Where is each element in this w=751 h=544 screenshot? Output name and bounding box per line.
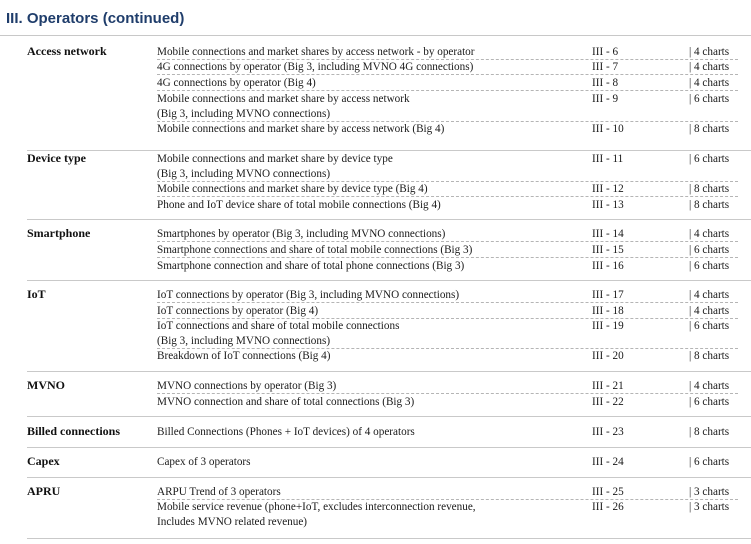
page-reference[interactable]: III - 20 — [592, 350, 624, 362]
page-reference[interactable]: III - 19 — [592, 320, 624, 332]
chart-count: | 8 charts — [689, 199, 730, 211]
chart-count: | 6 charts — [689, 320, 730, 332]
category-label: IoT — [27, 287, 46, 301]
chart-count: | 4 charts — [689, 380, 730, 392]
description-line: (Big 3, including MVNO connections) — [157, 168, 331, 180]
page-reference[interactable]: III - 25 — [592, 486, 624, 498]
chart-count: | 6 charts — [689, 456, 730, 468]
description-line: 4G connections by operator (Big 4) — [157, 77, 316, 89]
description-line: Phone and IoT device share of total mobile connections (Big 4) — [157, 199, 441, 211]
chart-count: | 4 charts — [689, 61, 730, 73]
chart-count: | 8 charts — [689, 123, 730, 135]
entry-description[interactable] — [157, 304, 597, 319]
chart-count: | 4 charts — [689, 77, 730, 89]
chart-count: | 4 charts — [689, 228, 730, 240]
page-reference[interactable]: III - 24 — [592, 456, 624, 468]
entry-description[interactable] — [157, 425, 597, 440]
chart-count: | 6 charts — [689, 396, 730, 408]
description-line: Mobile service revenue (phone+IoT, excludes interconnection revenue, — [157, 501, 476, 513]
page-reference[interactable]: III - 23 — [592, 426, 624, 438]
description-line: Mobile connections and market share by device type (Big 4) — [157, 183, 428, 195]
description-line: Capex of 3 operators — [157, 456, 251, 468]
entry-description[interactable] — [157, 182, 597, 197]
row-divider — [157, 196, 738, 197]
section-divider — [27, 150, 751, 151]
page-reference[interactable]: III - 6 — [592, 46, 619, 58]
section-divider — [27, 371, 751, 372]
description-line: Mobile connections and market share by device type — [157, 153, 393, 165]
page-reference[interactable]: III - 22 — [592, 396, 624, 408]
category-label: Billed connections — [27, 424, 121, 438]
section-divider — [27, 416, 751, 417]
description-line: Includes MVNO related revenue) — [157, 516, 308, 528]
page-reference[interactable]: III - 8 — [592, 77, 619, 89]
page-reference[interactable]: III - 17 — [592, 289, 624, 301]
description-line: MVNO connection and share of total connections (Big 3) — [157, 396, 415, 408]
page-reference[interactable]: III - 15 — [592, 244, 624, 256]
description-line: Smartphone connections and share of total mobile connections (Big 3) — [157, 244, 473, 256]
description-line: Billed Connections (Phones + IoT devices) of 4 operators — [157, 426, 415, 438]
row-divider — [157, 302, 738, 303]
section-divider — [27, 280, 751, 281]
description-line: IoT connections by operator (Big 4) — [157, 305, 319, 317]
entry-description[interactable] — [157, 76, 597, 91]
entry-description[interactable] — [157, 500, 597, 530]
page-reference[interactable]: III - 12 — [592, 183, 624, 195]
category-label: Access network — [27, 44, 107, 58]
description-line: IoT connections and share of total mobile connections — [157, 320, 400, 332]
row-divider — [157, 393, 738, 394]
chart-count: | 8 charts — [689, 183, 730, 195]
page-reference[interactable]: III - 13 — [592, 199, 624, 211]
description-line: (Big 3, including MVNO connections) — [157, 335, 331, 347]
entry-description[interactable] — [157, 455, 597, 470]
entry-description[interactable] — [157, 349, 597, 364]
page-reference[interactable]: III - 21 — [592, 380, 624, 392]
chart-count: | 6 charts — [689, 260, 730, 272]
description-line: Mobile connections and market share by access network — [157, 93, 410, 105]
page-reference[interactable]: III - 26 — [592, 501, 624, 513]
row-divider — [157, 257, 738, 258]
entry-description[interactable] — [157, 92, 597, 122]
entry-description[interactable] — [157, 395, 597, 410]
chart-count: | 8 charts — [689, 426, 730, 438]
entry-description[interactable] — [157, 45, 597, 60]
page-reference[interactable]: III - 7 — [592, 61, 619, 73]
category-label: Capex — [27, 454, 60, 468]
category-label: APRU — [27, 484, 61, 498]
description-line: ARPU Trend of 3 operators — [157, 486, 281, 498]
chart-count: | 4 charts — [689, 289, 730, 301]
chart-count: | 6 charts — [689, 93, 730, 105]
description-line: IoT connections by operator (Big 3, including MVNO connections) — [157, 289, 460, 301]
chart-count: | 3 charts — [689, 486, 730, 498]
page-reference[interactable]: III - 14 — [592, 228, 624, 240]
entry-description[interactable] — [157, 485, 597, 500]
description-line: (Big 3, including MVNO connections) — [157, 108, 331, 120]
category-label: Device type — [27, 151, 86, 165]
entry-description[interactable] — [157, 288, 597, 303]
section-divider — [27, 538, 751, 539]
description-line: MVNO connections by operator (Big 3) — [157, 380, 337, 392]
page-reference[interactable]: III - 18 — [592, 305, 624, 317]
page-reference[interactable]: III - 16 — [592, 260, 624, 272]
row-divider — [157, 241, 738, 242]
category-label: Smartphone — [27, 226, 91, 240]
entry-description[interactable] — [157, 259, 597, 274]
chart-count: | 4 charts — [689, 305, 730, 317]
section-divider — [27, 219, 751, 220]
entry-description[interactable] — [157, 60, 597, 75]
chart-count: | 6 charts — [689, 244, 730, 256]
description-line: Mobile connections and market shares by access network - by operator — [157, 46, 475, 58]
chart-count: | 4 charts — [689, 46, 730, 58]
entry-description[interactable] — [157, 379, 597, 394]
description-line: Breakdown of IoT connections (Big 4) — [157, 350, 331, 362]
chart-count: | 6 charts — [689, 153, 730, 165]
title-divider — [0, 35, 751, 36]
page-reference[interactable]: III - 10 — [592, 123, 624, 135]
entry-description[interactable] — [157, 122, 597, 137]
section-divider — [27, 447, 751, 448]
entry-description[interactable] — [157, 198, 597, 213]
description-line: Mobile connections and market share by access network (Big 4) — [157, 123, 445, 135]
category-label: MVNO — [27, 378, 65, 392]
chart-count: | 8 charts — [689, 350, 730, 362]
page-reference[interactable]: III - 11 — [592, 153, 624, 165]
description-line: 4G connections by operator (Big 3, including MVNO 4G connections) — [157, 61, 474, 73]
row-divider — [157, 74, 738, 75]
entry-description[interactable] — [157, 152, 597, 182]
section-divider — [27, 477, 751, 478]
entry-description[interactable] — [157, 319, 597, 349]
row-divider — [157, 90, 738, 91]
entry-description[interactable] — [157, 243, 597, 258]
description-line: Smartphones by operator (Big 3, including MVNO connections) — [157, 228, 446, 240]
page-title: III. Operators (continued) — [6, 10, 185, 27]
description-line: Smartphone connection and share of total phone connections (Big 3) — [157, 260, 465, 272]
entry-description[interactable] — [157, 227, 597, 242]
page-reference[interactable]: III - 9 — [592, 93, 619, 105]
chart-count: | 3 charts — [689, 501, 730, 513]
